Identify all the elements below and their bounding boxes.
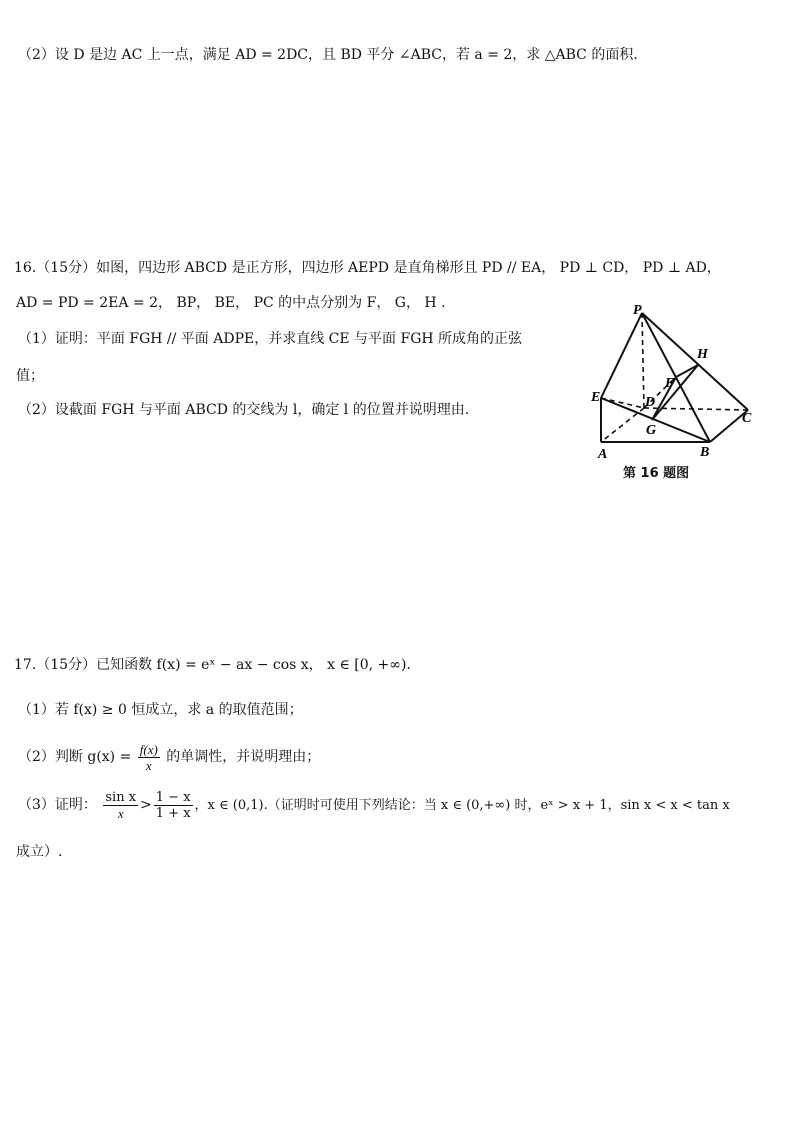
q17-part3-suffix: ，x ∈ (0,1).（证明时可使用下列结论：当 x ∈ (0,+∞) 时，eˣ > x + 1，sin x < x < tan x	[194, 798, 730, 813]
q17-part3-line2: 成立）.	[16, 844, 63, 860]
label-A: A	[598, 447, 608, 460]
q17-part2-numerator: f(x)	[139, 741, 158, 757]
label-C: C	[742, 411, 752, 426]
q17-part3-frac2-denominator: 1 + x	[155, 805, 191, 821]
q17-part3-frac1-denominator: x	[117, 805, 124, 821]
q16-part1-line2: 值；	[16, 368, 44, 384]
q17-part2-fraction	[138, 742, 160, 773]
q17-part2-prefix: （2）判断 g(x) =	[18, 749, 132, 765]
q16-figure	[585, 300, 765, 460]
label-P: P	[633, 303, 642, 318]
q17-part2-suffix: 的单调性，并说明理由；	[166, 749, 321, 765]
q16-part2: （2）设截面 FGH 与平面 ABCD 的交线为 l，确定 l 的位置并说明理由.	[18, 402, 470, 418]
q17-part1: （1）若 f(x) ≥ 0 恒成立，求 a 的取值范围；	[18, 702, 303, 718]
label-D: D	[645, 395, 656, 410]
label-E: E	[591, 390, 601, 405]
q17-part3-frac1-numerator: sin x	[105, 789, 137, 805]
q17-part3-fraction2	[154, 790, 193, 821]
q15-part2: （2）设 D 是边 AC 上一点，满足 AD = 2DC，且 BD 平分 ∠ABC，若 a = 2，求 △ABC 的面积.	[18, 47, 638, 63]
q17-part3-gt: >	[140, 797, 152, 813]
label-B: B	[700, 445, 710, 460]
q17-part3-frac2-numerator: 1 − x	[155, 789, 191, 805]
label-G: G	[646, 423, 657, 438]
figure-caption: 第 16 题图	[623, 466, 690, 481]
label-H: H	[697, 347, 708, 362]
q17-part2-denominator: x	[145, 757, 152, 773]
q17-part3	[18, 788, 730, 823]
q17-part2	[18, 740, 320, 774]
label-F: F	[665, 376, 675, 391]
q17-header: 17.（15分）已知函数 f(x) = eˣ − ax − cos x， x ∈ [0, +∞).	[14, 657, 411, 673]
q17-part3-prefix: （3）证明：	[18, 797, 97, 813]
q16-header: 16.（15分）如图，四边形 ABCD 是正方形，四边形 AEPD 是直角梯形且 PD // EA， PD ⊥ CD， PD ⊥ AD，	[14, 260, 721, 276]
q17-part3-fraction1	[103, 790, 138, 821]
q16-header-line2: AD = PD = 2EA = 2， BP， BE， PC 的中点分别为 F， G， H .	[16, 295, 446, 311]
q16-part1-line1: （1）证明：平面 FGH // 平面 ADPE，并求直线 CE 与平面 FGH 所成角的正弦	[18, 331, 523, 347]
